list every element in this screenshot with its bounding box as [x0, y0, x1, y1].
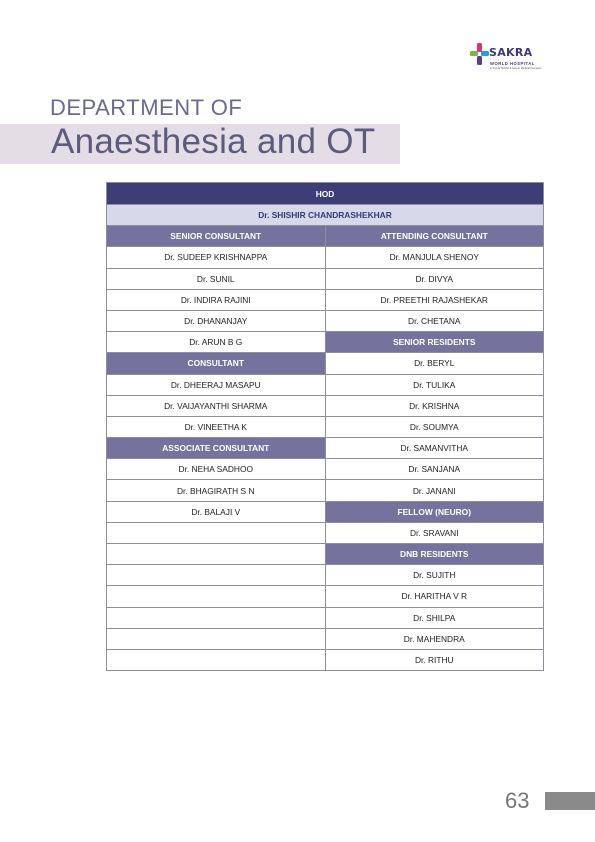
staff-cell: Dr. MANJULA SHENOY: [325, 247, 544, 268]
staff-cell: Dr. SAMANVITHA: [325, 438, 544, 459]
page-title: Anaesthesia and OT: [51, 122, 376, 161]
staff-cell: Dr. VINEETHA K: [107, 416, 326, 437]
staff-cell: [107, 565, 326, 586]
table-row: [107, 628, 544, 649]
table-row: [107, 310, 544, 331]
hod-label: HOD: [107, 183, 544, 205]
table-row: [107, 544, 544, 565]
staff-cell: Dr. VAIJAYANTHI SHARMA: [107, 395, 326, 416]
table-row: [107, 353, 544, 374]
staff-cell: Dr. TULIKA: [325, 374, 544, 395]
table-row: [107, 522, 544, 543]
staff-cell: Dr. SHILPA: [325, 607, 544, 628]
hod-header-row: [107, 183, 544, 205]
staff-cell: [107, 586, 326, 607]
section-header-cell: ASSOCIATE CONSULTANT: [107, 438, 326, 459]
staff-cell: Dr. HARITHA V R: [325, 586, 544, 607]
staff-cell: Dr. MAHENDRA: [325, 628, 544, 649]
table-row: [107, 395, 544, 416]
staff-cell: Dr. NEHA SADHOO: [107, 459, 326, 480]
section-header-cell: FELLOW (NEURO): [325, 501, 544, 522]
page-number-bar: [545, 792, 595, 810]
section-header-cell: ATTENDING CONSULTANT: [325, 226, 544, 247]
staff-cell: Dr. BERYL: [325, 353, 544, 374]
table-row: [107, 268, 544, 289]
table-row: [107, 607, 544, 628]
staff-cell: Dr. SUNIL: [107, 268, 326, 289]
hod-name: Dr. SHISHIR CHANDRASHEKHAR: [107, 205, 544, 226]
staff-cell: Dr. KRISHNA: [325, 395, 544, 416]
section-header-cell: CONSULTANT: [107, 353, 326, 374]
staff-cell: Dr. SANJANA: [325, 459, 544, 480]
page-number: 63: [505, 788, 530, 813]
table-row: [107, 480, 544, 501]
table-row: [107, 416, 544, 437]
staff-cell: Dr. DHANANJAY: [107, 310, 326, 331]
staff-cell: Dr. SOUMYA: [325, 416, 544, 437]
staff-cell: Dr. JANANI: [325, 480, 544, 501]
staff-cell: [107, 607, 326, 628]
logo-subtitle: WORLD HOSPITAL: [490, 61, 535, 66]
staff-cell: Dr. INDIRA RAJINI: [107, 289, 326, 310]
logo-cross-icon: [470, 42, 490, 68]
table-row: [107, 459, 544, 480]
staff-cell: Dr. SRAVANI: [325, 522, 544, 543]
table-row: [107, 565, 544, 586]
section-header-cell: SENIOR RESIDENTS: [325, 332, 544, 353]
table-row: [107, 438, 544, 459]
table-row: [107, 649, 544, 670]
staff-cell: Dr. RITHU: [325, 649, 544, 670]
staff-cell: Dr. BHAGIRATH S N: [107, 480, 326, 501]
table-row: [107, 289, 544, 310]
staff-cell: Dr. ARUN B G: [107, 332, 326, 353]
table-row: [107, 332, 544, 353]
section-header-cell: DNB RESIDENTS: [325, 544, 544, 565]
staff-cell: [107, 544, 326, 565]
staff-cell: Dr. DHEERAJ MASAPU: [107, 374, 326, 395]
staff-cell: Dr. SUDEEP KRISHNAPPA: [107, 247, 326, 268]
sakra-logo: [470, 42, 542, 78]
staff-cell: Dr. PREETHI RAJASHEKAR: [325, 289, 544, 310]
staff-cell: Dr. BALAJI V: [107, 501, 326, 522]
department-label: DEPARTMENT OF: [50, 95, 243, 120]
staff-cell: [107, 522, 326, 543]
table-row: [107, 501, 544, 522]
staff-cell: [107, 628, 326, 649]
table-row: [107, 586, 544, 607]
staff-cell: Dr. DIVYA: [325, 268, 544, 289]
section-header-cell: SENIOR CONSULTANT: [107, 226, 326, 247]
table-row: [107, 247, 544, 268]
logo-name: SAKRA: [489, 46, 533, 59]
staff-cell: [107, 649, 326, 670]
staff-table: [106, 182, 544, 671]
hod-name-row: [107, 205, 544, 226]
staff-cell: Dr. SUJITH: [325, 565, 544, 586]
table-row: [107, 226, 544, 247]
table-row: [107, 374, 544, 395]
logo-tagline: A Toyota Tsusho & Secom Medical Company: [490, 67, 542, 70]
staff-cell: Dr. CHETANA: [325, 310, 544, 331]
